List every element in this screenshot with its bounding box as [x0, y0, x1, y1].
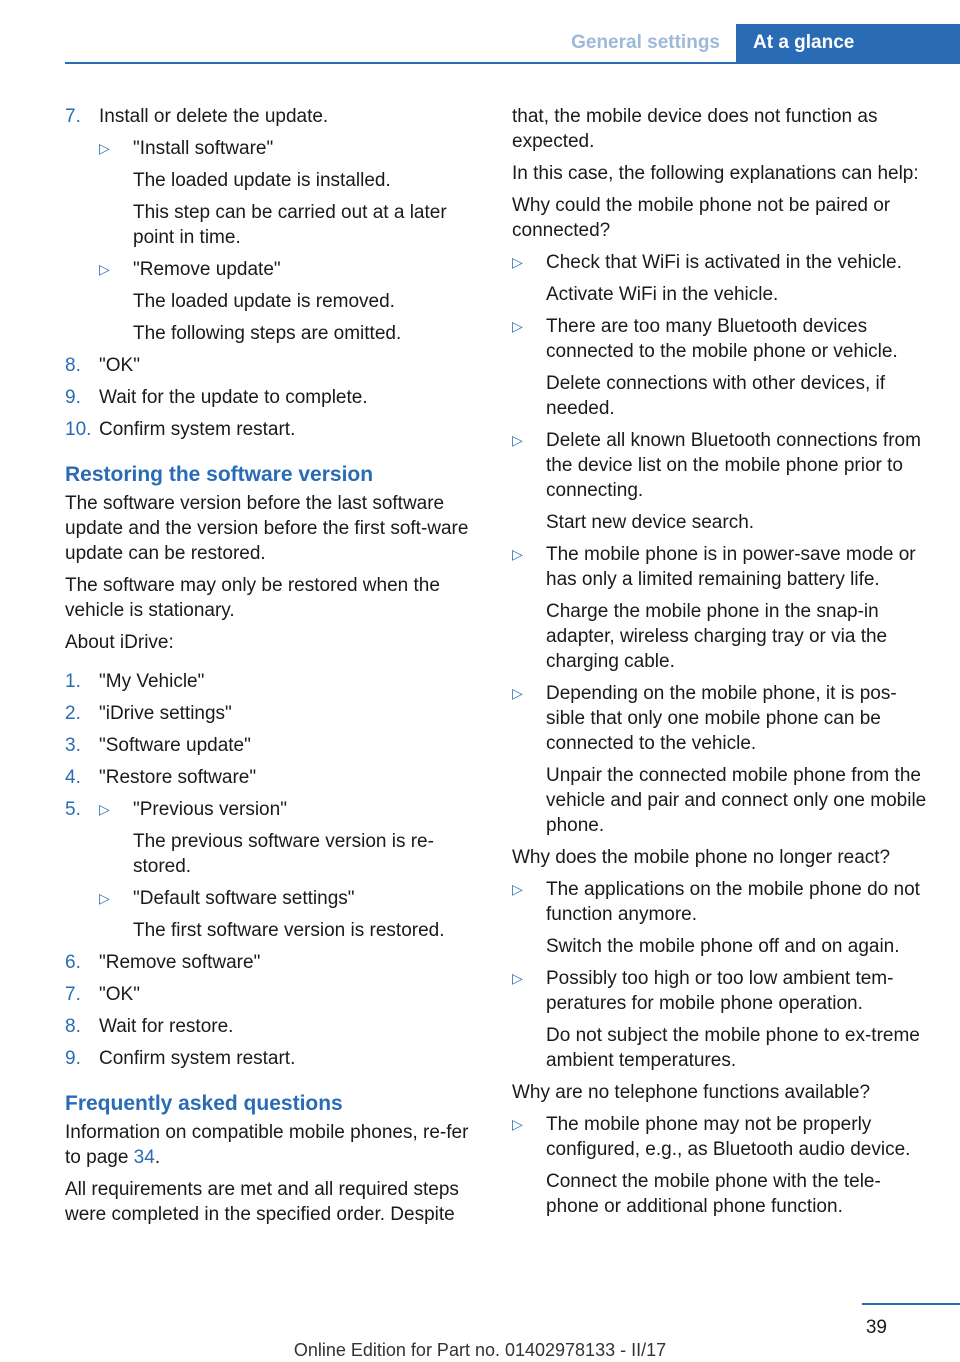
restore-paragraph: The software may only be restored when the vehicle is stationary.: [65, 575, 440, 621]
footer-rule: [862, 1303, 960, 1305]
step-item: [65, 982, 475, 1007]
section-title: General settings: [571, 32, 720, 53]
step-text: "iDrive settings": [99, 703, 232, 724]
sub-line: The previous software version is re‐stored.: [133, 831, 434, 877]
sub-line: The loaded update is installed.: [133, 170, 391, 191]
question: Why are no telephone functions available?: [512, 1082, 871, 1103]
triangle-bullet-icon: ▷: [512, 546, 523, 562]
sub-item: [99, 797, 475, 822]
page-link[interactable]: 34: [133, 1147, 155, 1168]
answer-text: The mobile phone is in power-save mode or has only a limited remaining battery life.: [546, 544, 916, 590]
step-text: "My Vehicle": [99, 671, 205, 692]
chapter-tab: At a glance: [736, 24, 960, 62]
step-item: [65, 950, 475, 975]
faq-text: .: [154, 1147, 161, 1168]
step-text: Confirm system restart.: [99, 419, 296, 440]
answer-item: [512, 681, 932, 838]
triangle-bullet-icon: ▷: [512, 685, 523, 701]
step-text: Confirm system restart.: [99, 1048, 296, 1069]
question: Why does the mobile phone no longer react?: [512, 847, 891, 868]
answer-item: [512, 314, 932, 421]
sub-line: This step can be carried out at a later point in time.: [133, 202, 447, 248]
step-number: 3.: [65, 735, 81, 756]
answer-continuation: Switch the mobile phone off and on again.: [546, 936, 900, 957]
answer-text: Check that WiFi is activated in the vehicle.: [546, 252, 902, 273]
page-number: 39: [865, 1317, 887, 1338]
triangle-bullet-icon: ▷: [512, 1116, 523, 1132]
sub-label: "Remove update": [133, 259, 281, 280]
answer-text: Depending on the mobile phone, it is pos‐sible that only one mobile phone can be connected to the vehicle.: [546, 683, 897, 754]
step-item: [65, 104, 475, 129]
answer-continuation: Start new device search.: [546, 512, 755, 533]
triangle-bullet-icon: ▷: [512, 881, 523, 897]
step-number: 10.: [65, 419, 92, 440]
step-text: "Software update": [99, 735, 251, 756]
triangle-bullet-icon: ▷: [99, 890, 110, 906]
step-text: "Remove software": [99, 952, 261, 973]
step-number: 4.: [65, 767, 81, 788]
answer-continuation: Activate WiFi in the vehicle.: [546, 284, 779, 305]
answer-continuation: Charge the mobile phone in the snap-in adapter, wireless charging tray or via the charging cable.: [546, 601, 888, 672]
step-item: [65, 1014, 475, 1039]
sub-item: [99, 136, 475, 161]
triangle-bullet-icon: ▷: [512, 432, 523, 448]
restore-paragraph: About iDrive:: [65, 632, 174, 653]
sub-label: "Default software settings": [133, 888, 355, 909]
right-column: [512, 104, 932, 1226]
step-text: "OK": [99, 984, 140, 1005]
step-item: [65, 765, 475, 790]
step-number: 6.: [65, 952, 81, 973]
faq-paragraph: All requirements are met and all required steps were completed in the specified order. Despite: [65, 1179, 459, 1225]
answer-item: [512, 428, 932, 535]
step-item: [65, 797, 475, 943]
faq-text: Information on compatible mobile phones, re‐fer to page: [65, 1122, 469, 1168]
question: Why could the mobile phone not be paired or connected?: [512, 195, 891, 241]
answer-continuation: Unpair the connected mobile phone from the vehicle and pair and connect only one mobile phone.: [546, 765, 927, 836]
edition-footer: Online Edition for Part no. 01402978133 - II/17: [293, 1340, 667, 1360]
restore-paragraph: The software version before the last software update and the version before the first soft‐ware update can be restored.: [65, 493, 469, 564]
step-text: Install or delete the update.: [99, 106, 329, 127]
step-number: 8.: [65, 355, 81, 376]
answer-continuation: Connect the mobile phone with the tele‐phone or additional phone function.: [546, 1171, 881, 1217]
sub-label: "Install software": [133, 138, 274, 159]
step-item: [65, 733, 475, 758]
restore-heading: Restoring the software version: [65, 463, 374, 486]
step-number: 7.: [65, 984, 81, 1005]
step-number: 8.: [65, 1016, 81, 1037]
sub-item: [99, 886, 475, 911]
step-text: Wait for restore.: [99, 1016, 234, 1037]
answer-text: The mobile phone may not be properly configured, e.g., as Bluetooth audio device.: [546, 1114, 911, 1160]
sub-item: [99, 257, 475, 282]
triangle-bullet-icon: ▷: [512, 254, 523, 270]
step-number: 5.: [65, 799, 81, 820]
step-number: 7.: [65, 106, 81, 127]
sub-label: "Previous version": [133, 799, 287, 820]
sub-line: The first software version is restored.: [133, 920, 445, 941]
step-text: "Restore software": [99, 767, 257, 788]
step-item: [65, 417, 475, 442]
triangle-bullet-icon: ▷: [99, 801, 110, 817]
step-number: 9.: [65, 1048, 81, 1069]
answer-text: The applications on the mobile phone do not function anymore.: [546, 879, 920, 925]
step-text: Wait for the update to complete.: [99, 387, 368, 408]
step-item: [65, 1046, 475, 1071]
answer-continuation: Delete connections with other devices, if needed.: [546, 373, 886, 419]
step-number: 2.: [65, 703, 81, 724]
triangle-bullet-icon: ▷: [512, 318, 523, 334]
step-item: [65, 669, 475, 694]
answer-item: [512, 966, 932, 1073]
answer-text: There are too many Bluetooth devices connected to the mobile phone or vehicle.: [546, 316, 898, 362]
step-number: 9.: [65, 387, 81, 408]
paragraph: that, the mobile device does not function as expected.: [512, 106, 878, 152]
answer-text: Delete all known Bluetooth connections from the device list on the mobile phone prior to connecting.: [546, 430, 921, 501]
faq-heading: Frequently asked questions: [65, 1092, 343, 1115]
triangle-bullet-icon: ▷: [99, 261, 110, 277]
triangle-bullet-icon: ▷: [512, 970, 523, 986]
left-column: [65, 104, 475, 1234]
faq-paragraph: [65, 1120, 475, 1170]
sub-line: The loaded update is removed.: [133, 291, 395, 312]
answer-item: [512, 1112, 932, 1219]
paragraph: In this case, the following explanations can help:: [512, 163, 919, 184]
sub-line: The following steps are omitted.: [133, 323, 402, 344]
answer-item: [512, 542, 932, 674]
answer-item: [512, 250, 932, 307]
triangle-bullet-icon: ▷: [99, 140, 110, 156]
step-number: 1.: [65, 671, 81, 692]
answer-item: [512, 877, 932, 959]
step-text: "OK": [99, 355, 140, 376]
page-header: [65, 24, 960, 64]
answer-text: Possibly too high or too low ambient tem‐peratures for mobile phone operation.: [546, 968, 894, 1014]
answer-continuation: Do not subject the mobile phone to ex‐treme ambient temperatures.: [546, 1025, 920, 1071]
step-item: [65, 701, 475, 726]
step-item: [65, 353, 475, 378]
step-item: [65, 385, 475, 410]
